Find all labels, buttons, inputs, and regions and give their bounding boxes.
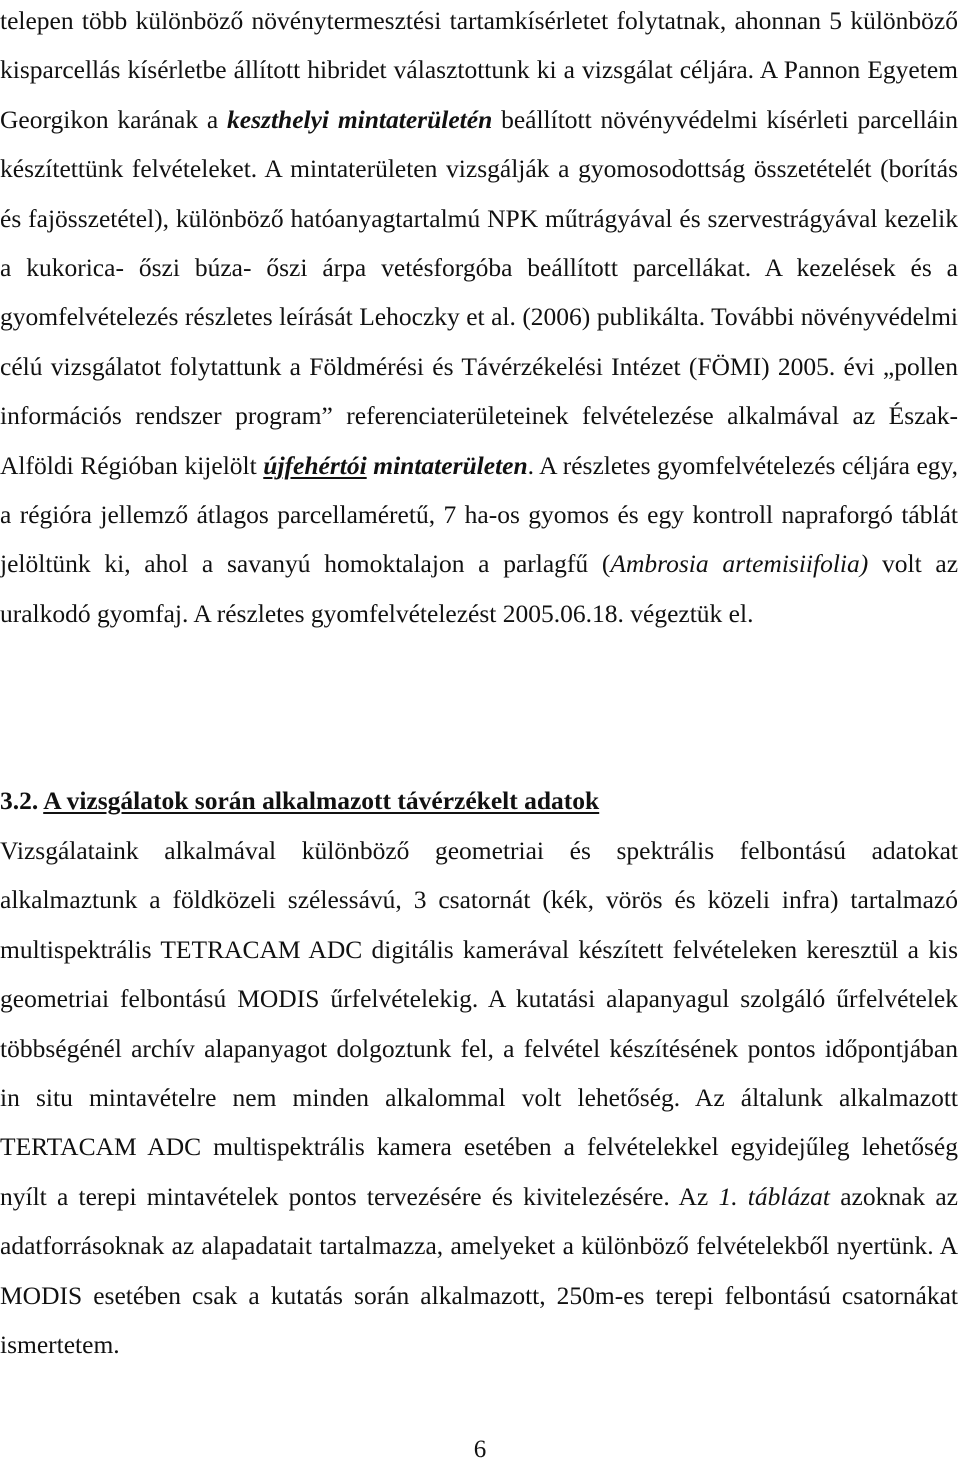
- species-name: Ambrosia artemisiifolia): [610, 549, 869, 579]
- paragraph-2-text-a: Vizsgálataink alkalmával különböző geometriai és spektrális felbontású adatokat alkalmaztunk a földközeli szélessávú, 3 csatornát (kék, vörös és közeli infra) tartalmazó multispektrális TETRACAM ADC digitális kamerával készített felvételeken keresztül a kis geometriai felbontású MODIS űrfelvételekig. A kutatási alapanyagul szolgáló űrfelvételek többségénél archív alapanyagot dolgoztunk fel, a felvétel készítésének pontos időpontjában in situ mintavételre nem minden alkalommal volt lehetőség. Az általunk alkalmazott TERTACAM ADC multispektrális kamera esetében a felvételekkel egyidejűleg lehetőség nyílt a terepi mintavételek pontos tervezésére és kivitelezésére. Az: [0, 836, 958, 1211]
- paragraph-2-text-b: azoknak az adatforrásoknak az alapadatait tartalmazza, amelyeket a különböző felvételekből nyertünk. A MODIS esetében csak a kutatás során alkalmazott, 250m-es terepi felbontású csatornákat ismertetem.: [0, 1181, 958, 1360]
- emphasis-ujfeherto: újfehértói: [263, 450, 367, 480]
- table-reference: 1. táblázat: [718, 1181, 830, 1211]
- section-number: 3.2.: [0, 786, 39, 815]
- emphasis-sample-area: mintaterületen: [373, 450, 528, 480]
- page-number: 6: [473, 1436, 487, 1463]
- section-heading: [0, 776, 599, 825]
- body-paragraph-2: [0, 826, 958, 1369]
- section-title: A vizsgálatok során alkalmazott távérzékelt adatok: [43, 786, 600, 815]
- paragraph-1-text-d: volt az uralkodó gyomfaj. A részletes gyomfelvételezést 2005.06.18. végeztük el.: [0, 549, 959, 628]
- paragraph-1-text-a: telepen több különböző növénytermesztési tartamkísérletet folytatnak, ahonnan 5 különböző kisparcellás kísérletbe állított hibridet választottunk ki a vizsgálat céljára. A Pannon Egyetem Georgikon karának a: [0, 6, 958, 134]
- body-paragraph-1: [0, 0, 958, 638]
- emphasis-keszthely-site: keszthelyi mintaterületén: [227, 104, 493, 134]
- paragraph-1-text-c: . A részletes gyomfelvételezés céljára egy, a régióra jellemző átlagos parcellaméretű, 7 ha-os gyomos és egy kontroll napraforgó táblát jelöltünk ki, ahol a savanyú homoktalajon a parlagfű (: [0, 450, 959, 579]
- paragraph-1-text-b: beállított növényvédelmi kísérleti parcelláin készítettünk felvételeket. A mintaterületen vizsgálják a gyomosodottság összetételét (borítás és fajösszetétel), különböző hatóanyagtartalmú NPK műtrágyával és szervestrágyával kezelik a kukorica- őszi búza- őszi árpa vetésforgóba beállított parcellákat. A kezelések és a gyomfelvételezés részletes leírását Lehoczky et al. (2006) publikálta. További növényvédelmi célú vizsgálatot folytattunk a Földmérési és Távérzékelési Intézet (FÖMI) 2005. évi „pollen információs rendszer program” referenciaterületeinek felvételezése alkalmával az Észak-Alföldi Régióban kijelölt: [0, 104, 958, 480]
